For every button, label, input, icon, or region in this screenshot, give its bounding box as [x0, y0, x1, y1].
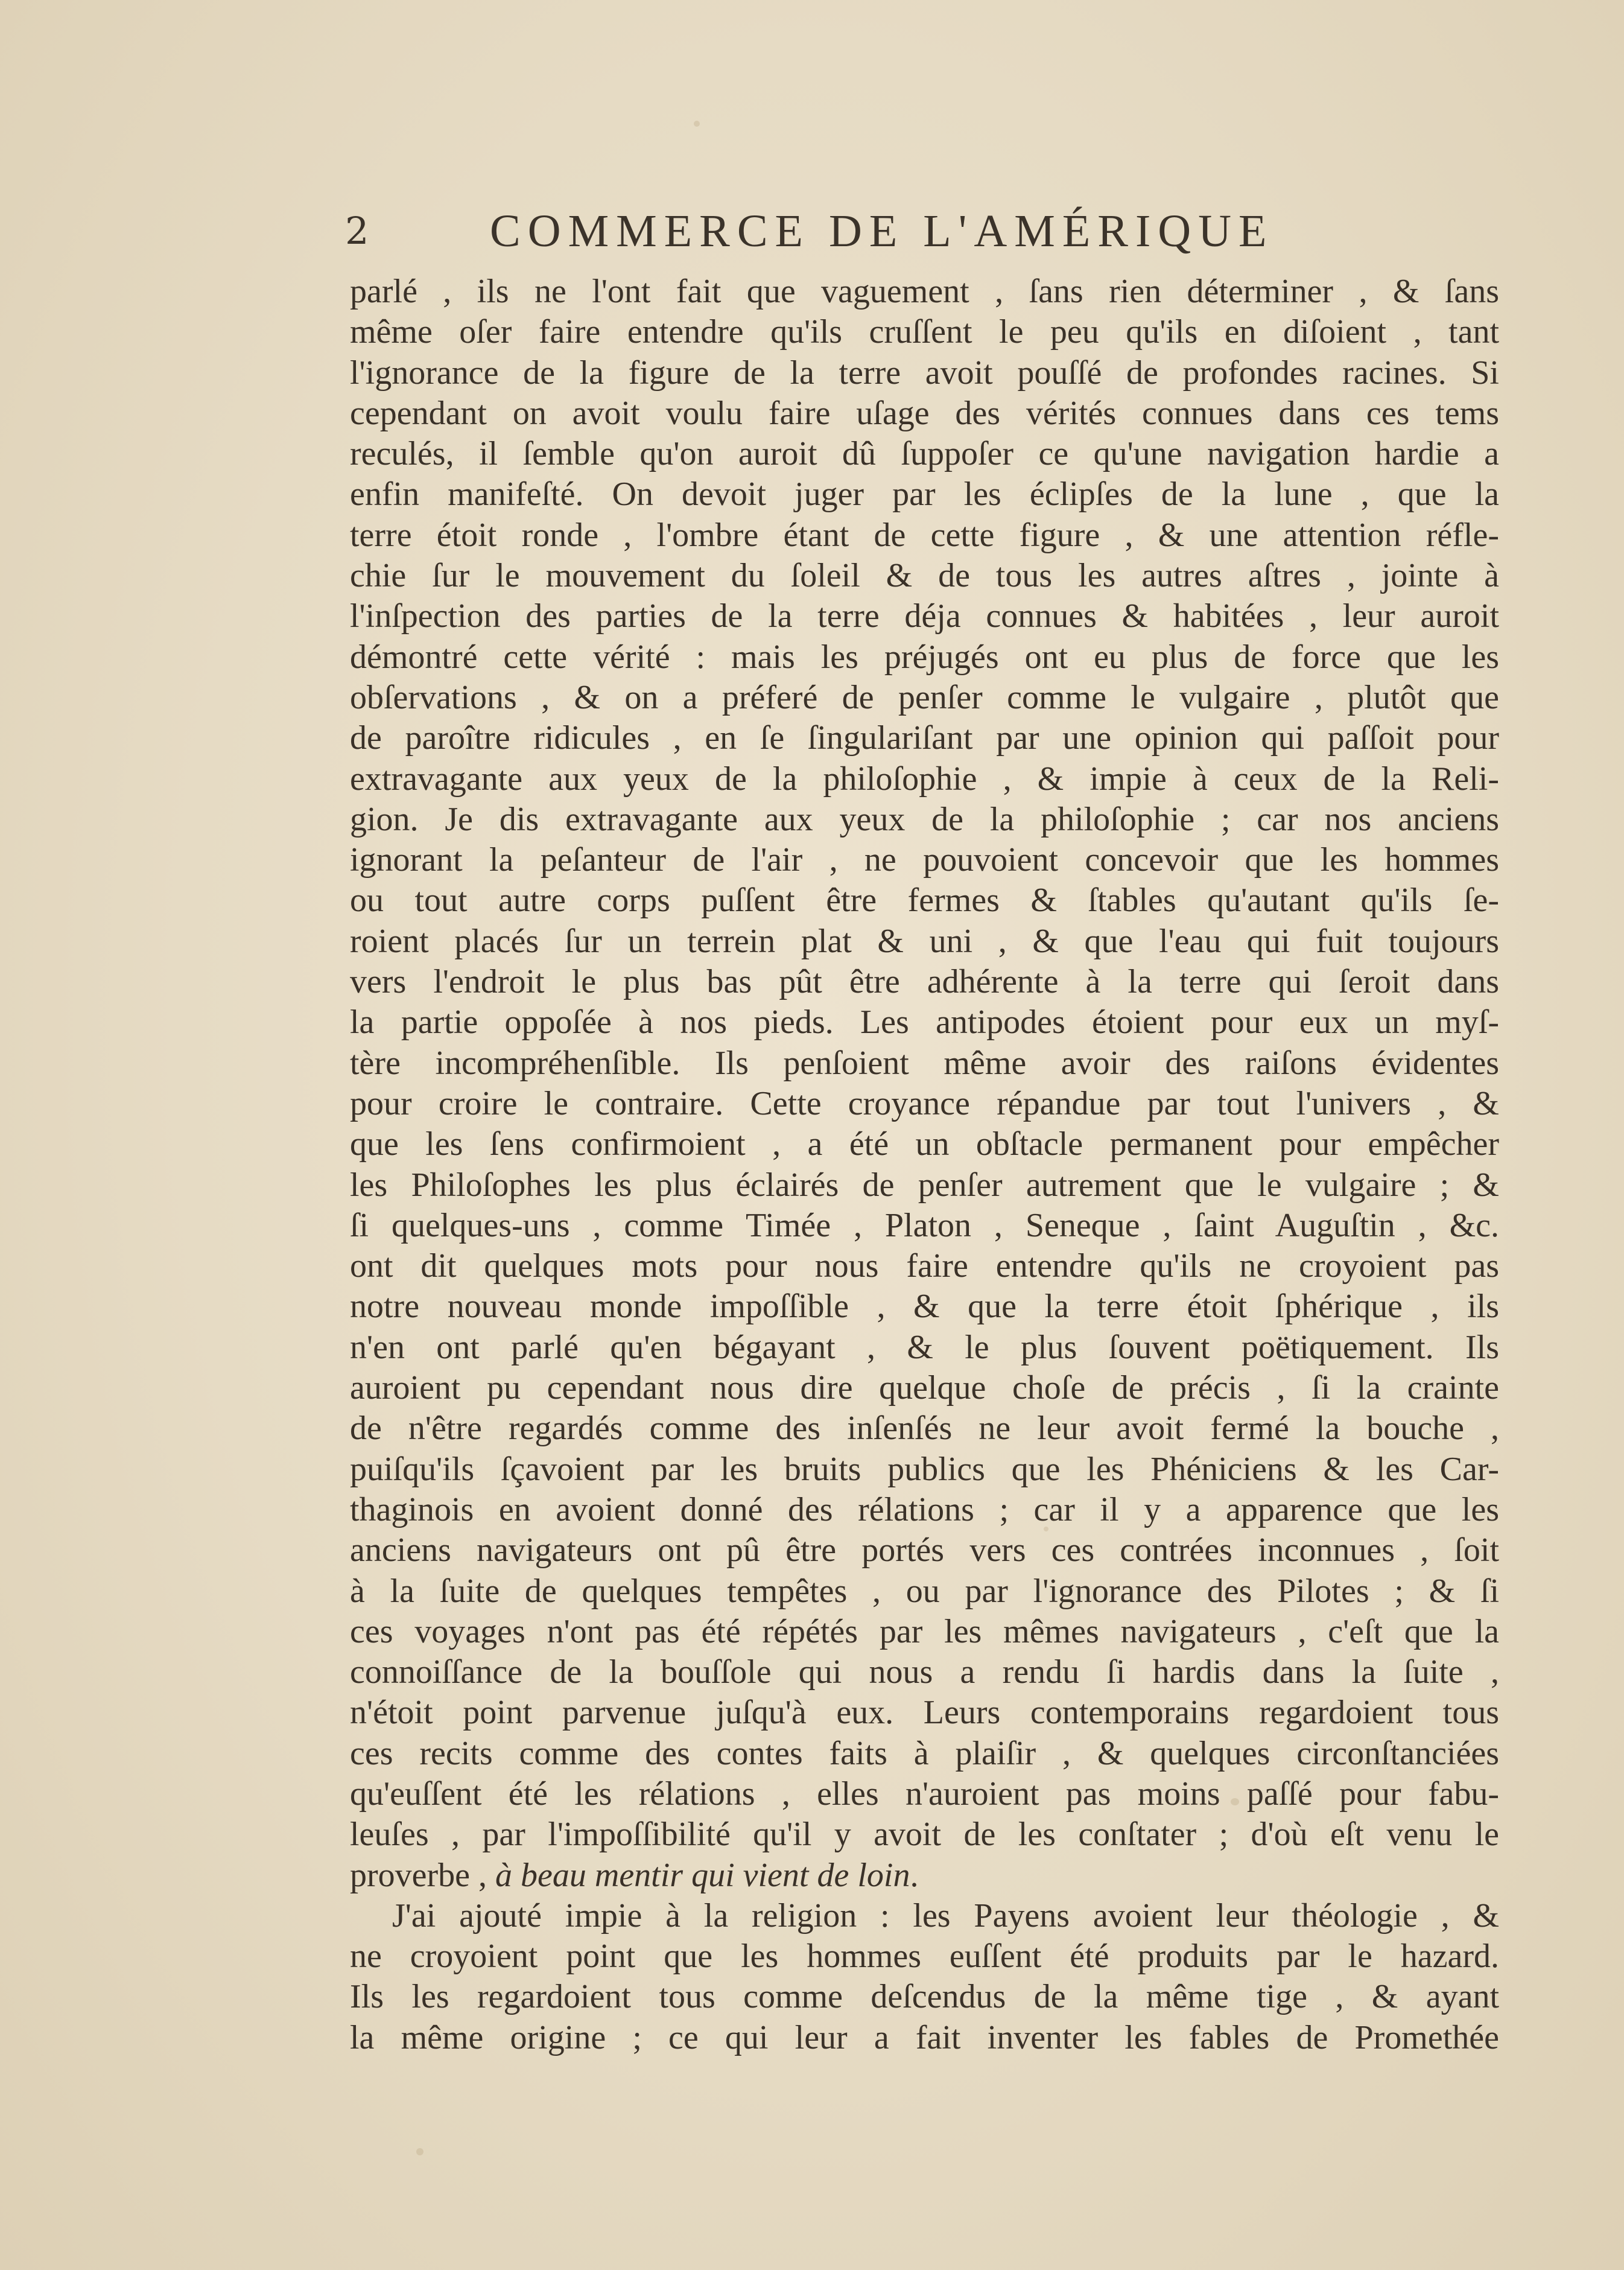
foxing-spot	[416, 2148, 423, 2155]
page-header	[345, 205, 1328, 265]
text-line: enfin manifeſté. On devoit juger par les éclipſes de la lune , que la	[350, 475, 1499, 513]
paragraph-1	[350, 272, 1499, 1896]
text-line: les Philoſophes les plus éclairés de penſer autrement que le vulgaire ; &	[350, 1166, 1499, 1204]
text-line: n'étoit point parvenue juſqu'à eux. Leurs contemporains regardoient tous	[350, 1694, 1499, 1732]
text-line: chie ſur le mouvement du ſoleil & de tous les autres aſtres , jointe à	[350, 557, 1499, 595]
text-line: de n'être regardés comme des inſenſés ne leur avoit fermé la bouche ,	[350, 1410, 1499, 1448]
text-line: cependant on avoit voulu faire uſage des vérités connues dans ces tems	[350, 394, 1499, 432]
text-line: ces recits comme des contes faits à plaiſir , & quelques circonſtanciées	[350, 1734, 1499, 1772]
text-line: la partie oppoſée à nos pieds. Les antipodes étoient pour eux un myſ-	[350, 1003, 1499, 1041]
text-line: la même origine ; ce qui leur a fait inventer les fables de Promethée	[350, 2018, 1499, 2056]
closing-text: proverbe ,	[350, 1856, 496, 1894]
text-line: gion. Je dis extravagante aux yeux de la philoſophie ; car nos anciens	[350, 800, 1499, 838]
text-line: thaginois en avoient donné des rélations ; car il y a apparence que les	[350, 1490, 1499, 1528]
text-line: anciens navigateurs ont pû être portés vers ces contrées inconnues , ſoit	[350, 1531, 1499, 1569]
text-line: terre étoit ronde , l'ombre étant de cette figure , & une attention réfle-	[350, 516, 1499, 554]
closing-punctuation: .	[910, 1856, 919, 1894]
text-line: Ils les regardoient tous comme deſcendus de la même tige , & ayant	[350, 1978, 1499, 2016]
text-line: vers l'endroit le plus bas pût être adhérente à la terre qui ſeroit dans	[350, 963, 1499, 1001]
text-line: obſervations , & on a préferé de penſer comme le vulgaire , plutôt que	[350, 678, 1499, 716]
proverb-italic: à beau mentir qui vient de loin	[495, 1856, 910, 1894]
text-line: pour croire le contraire. Cette croyance répandue par tout l'univers , &	[350, 1084, 1499, 1122]
page-number: 2	[345, 209, 369, 253]
text-line: ne croyoient point que les hommes euſſent été produits par le hazard.	[350, 1938, 1499, 1976]
text-line: même oſer faire entendre qu'ils cruſſent le peu qu'ils en diſoient , tant	[350, 313, 1499, 351]
text-line: ſi quelques-uns , comme Timée , Platon , Seneque , ſaint Auguſtin , &c.	[350, 1206, 1499, 1244]
text-line: connoiſſance de la bouſſole qui nous a rendu ſi hardis dans la ſuite ,	[350, 1653, 1499, 1691]
text-line: notre nouveau monde impoſſible , & que la terre étoit ſphérique , ils	[350, 1288, 1499, 1326]
text-line: ont dit quelques mots pour nous faire entendre qu'ils ne croyoient pas	[350, 1247, 1499, 1285]
text-line: ignorant la peſanteur de l'air , ne pouvoient concevoir que les hommes	[350, 841, 1499, 879]
foxing-spot	[694, 121, 700, 127]
text-line-closing	[350, 1855, 1499, 1896]
text-line: ou tout autre corps puſſent être fermes & ſtables qu'autant qu'ils ſe-	[350, 882, 1499, 920]
text-line: de paroître ridicules , en ſe ſingulariſant par une opinion qui paſſoit pour	[350, 719, 1499, 757]
paragraph-2	[350, 1896, 1499, 2058]
text-line: n'en ont parlé qu'en bégayant , & le plus ſouvent poëtiquement. Ils	[350, 1328, 1499, 1366]
text-line: roient placés ſur un terrein plat & uni , & que l'eau qui fuit toujours	[350, 922, 1499, 960]
running-head: COMMERCE DE L'AMÉRIQUE	[490, 206, 1274, 256]
text-line: parlé , ils ne l'ont fait que vaguement , ſans rien déterminer , & ſans	[350, 273, 1499, 310]
text-line: qu'euſſent été les rélations , elles n'auroient pas moins paſſé pour fabu-	[350, 1775, 1499, 1813]
text-line: tère incompréhenſible. Ils penſoient même avoir des raiſons évidentes	[350, 1044, 1499, 1082]
text-line: puiſqu'ils ſçavoient par les bruits publics que les Phéniciens & les Car-	[350, 1450, 1499, 1488]
text-line: ces voyages n'ont pas été répétés par les mêmes navigateurs , c'eſt que la	[350, 1612, 1499, 1650]
text-line: reculés, il ſemble qu'on auroit dû ſuppoſer ce qu'une navigation hardie a	[350, 435, 1499, 473]
text-line: J'ai ajouté impie à la religion : les Payens avoient leur théologie , &	[392, 1896, 1499, 1935]
text-line: auroient pu cependant nous dire quelque choſe de précis , ſi la crainte	[350, 1369, 1499, 1407]
text-line: l'inſpection des parties de la terre déja connues & habitées , leur auroit	[350, 597, 1499, 635]
text-line: leuſes , par l'impoſſibilité qu'il y avoit de les conſtater ; d'où eſt venu le	[350, 1816, 1499, 1854]
text-line: extravagante aux yeux de la philoſophie , & impie à ceux de la Reli-	[350, 760, 1499, 798]
text-line: démontré cette vérité : mais les préjugés ont eu plus de force que les	[350, 638, 1499, 676]
text-line: l'ignorance de la figure de la terre avoit pouſſé de profondes racines. Si	[350, 354, 1499, 392]
text-line: à la ſuite de quelques tempêtes , ou par l'ignorance des Pilotes ; & ſi	[350, 1572, 1499, 1610]
body-text	[350, 272, 1499, 2058]
text-line: que les ſens confirmoient , a été un obſtacle permanent pour empêcher	[350, 1125, 1499, 1163]
